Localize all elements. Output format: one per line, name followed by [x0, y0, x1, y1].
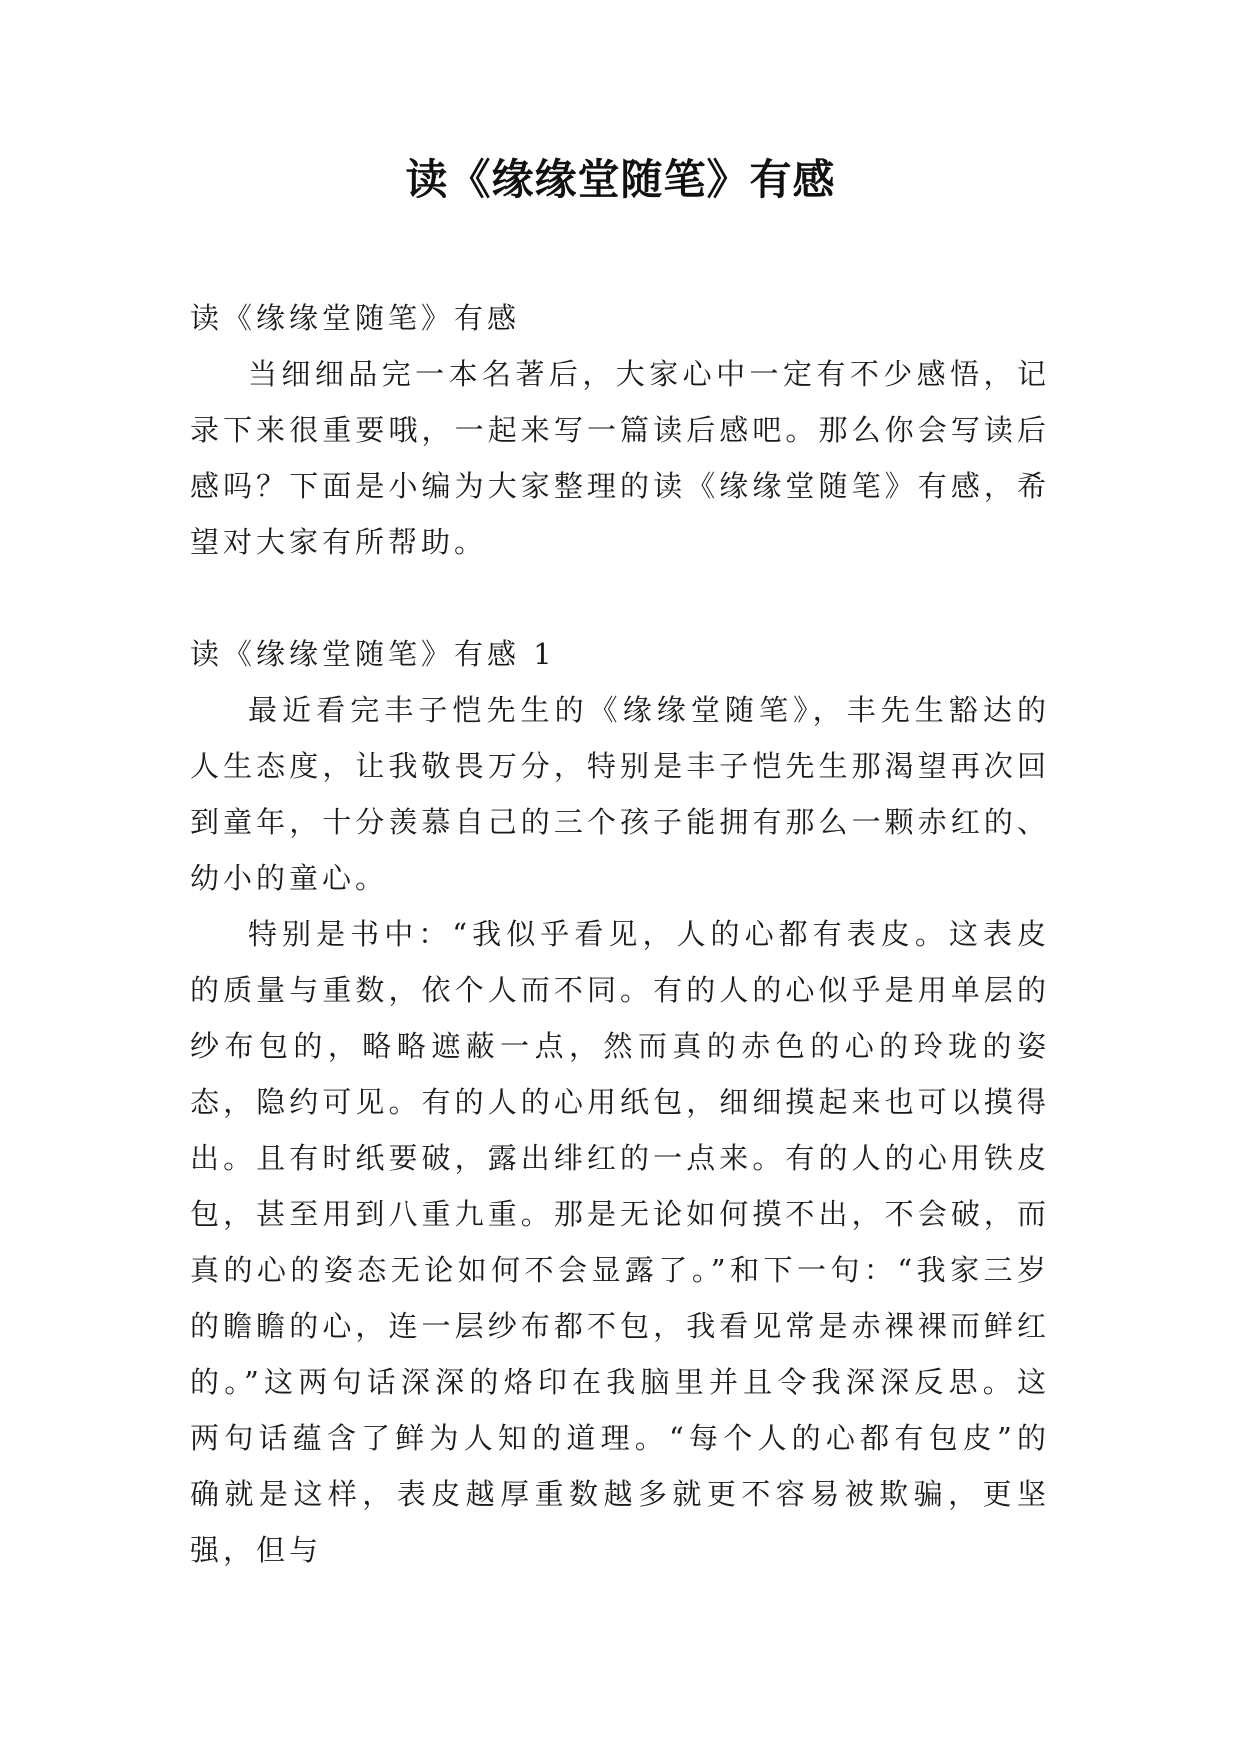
intro-paragraph: 当细细品完一本名著后，大家心中一定有不少感悟，记录下来很重要哦，一起来写一篇读后感吧。那么你会写读后感吗？下面是小编为大家整理的读《缘缘堂随笔》有感，希望对大家有所帮助。 [190, 357, 1050, 559]
body-paragraph: 最近看完丰子恺先生的《缘缘堂随笔》，丰先生豁达的人生态度，让我敬畏万分，特别是丰子恺先生那渴望再次回到童年，十分羡慕自己的三个孩子能拥有那么一颗赤红的、幼小的童心。 [190, 693, 1050, 895]
document-title: 读《缘缘堂随笔》有感 [405, 155, 836, 204]
paragraph-spacer [190, 570, 1050, 626]
document-body [190, 290, 1050, 1578]
intro-heading: 读《缘缘堂随笔》有感 [190, 301, 521, 335]
body-paragraph: 特别是书中：“我似乎看见，人的心都有表皮。这表皮的质量与重数，依个人而不同。有的人的心似乎是用单层的纱布包的，略略遮蔽一点，然而真的赤色的心的玲珑的姿态，隐约可见。有的人的心用纸包，细细摸起来也可以摸得出。且有时纸要破，露出绯红的一点来。有的人的心用铁皮包，甚至用到八重九重。那是无论如何摸不出，不会破，而真的心的姿态无论如何不会显露了。”和下一句：“我家三岁的瞻瞻的心，连一层纱布都不包，我看见常是赤裸裸而鲜红的。”这两句话深深的烙印在我脑里并且令我深深反思。这两句话蕴含了鲜为人知的道理。“每个人的心都有包皮”的确就是这样，表皮越厚重数越多就更不容易被欺骗，更坚强，但与 [190, 917, 1050, 1567]
section-heading: 读《缘缘堂随笔》有感 1 [190, 637, 556, 671]
